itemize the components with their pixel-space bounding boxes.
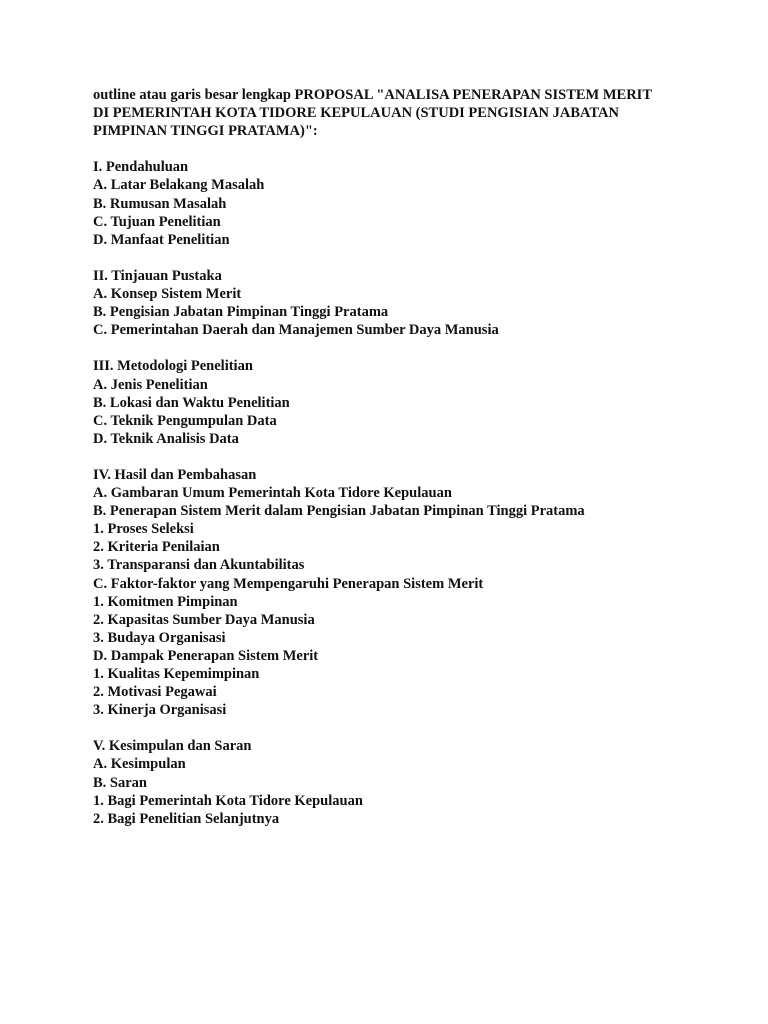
outline-item: A. Jenis Penelitian — [93, 376, 208, 393]
section-heading: I. Pendahuluan — [93, 159, 189, 176]
outline-item: B. Rumusan Masalah — [93, 195, 227, 212]
outline-item: A. Latar Belakang Masalah — [93, 177, 265, 194]
outline-item: C. Faktor-faktor yang Mempengaruhi Penerapan Sistem Merit — [93, 575, 484, 592]
outline-item: D. Teknik Analisis Data — [93, 430, 239, 447]
outline-item: 3. Transparansi dan Akuntabilitas — [93, 557, 305, 574]
outline-item: 1. Bagi Pemerintah Kota Tidore Kepulauan — [93, 792, 363, 809]
outline-item: 1. Kualitas Kepemimpinan — [93, 666, 260, 682]
outline-item: 1. Proses Seleksi — [93, 521, 194, 538]
outline-item: 2. Motivasi Pegawai — [93, 684, 217, 701]
outline-section — [93, 357, 653, 447]
outline-item: 2. Bagi Penelitian Selanjutnya — [93, 810, 280, 827]
outline-section — [93, 466, 653, 719]
outline-section — [93, 267, 653, 339]
outline-item: 3. Kinerja Organisasi — [93, 702, 227, 719]
outline-section — [93, 737, 653, 827]
outline-section — [93, 158, 653, 248]
outline-item: 2. Kriteria Penilaian — [93, 539, 220, 556]
outline-item: B. Penerapan Sistem Merit dalam Pengisian Jabatan Pimpinan Tinggi Pratama — [93, 503, 585, 520]
outline-item: C. Teknik Pengumpulan Data — [93, 412, 277, 429]
outline-item: 3. Budaya Organisasi — [93, 629, 226, 646]
outline-item: B. Lokasi dan Waktu Penelitian — [93, 394, 290, 411]
intro-paragraph: outline atau garis besar lengkap PROPOSAL "ANALISA PENERAPAN SISTEM MERIT DI PEMERINTAH KOTA TIDORE KEPULAUAN (STUDI PENGISIAN JABATAN PIMPINAN TINGGI PRATAMA)": — [93, 87, 652, 140]
outline-sections — [93, 158, 653, 827]
outline-item: B. Pengisian Jabatan Pimpinan Tinggi Pratama — [93, 304, 389, 321]
document-page — [93, 86, 653, 846]
outline-item: C. Tujuan Penelitian — [93, 213, 221, 230]
section-heading: V. Kesimpulan dan Saran — [93, 738, 252, 755]
outline-item: D. Manfaat Penelitian — [93, 231, 230, 248]
outline-item: A. Gambaran Umum Pemerintah Kota Tidore Kepulauan — [93, 485, 452, 502]
section-heading: II. Tinjauan Pustaka — [93, 267, 222, 284]
outline-item: B. Saran — [93, 774, 147, 791]
outline-item: 1. Komitmen Pimpinan — [93, 593, 238, 610]
section-heading: III. Metodologi Penelitian — [93, 358, 253, 375]
outline-item: 2. Kapasitas Sumber Daya Manusia — [93, 611, 315, 628]
outline-item: C. Pemerintahan Daerah dan Manajemen Sumber Daya Manusia — [93, 322, 499, 339]
outline-item: D. Dampak Penerapan Sistem Merit — [93, 647, 319, 664]
outline-item: A. Konsep Sistem Merit — [93, 286, 242, 303]
section-heading: IV. Hasil dan Pembahasan — [93, 466, 257, 483]
outline-item: A. Kesimpulan — [93, 756, 186, 773]
